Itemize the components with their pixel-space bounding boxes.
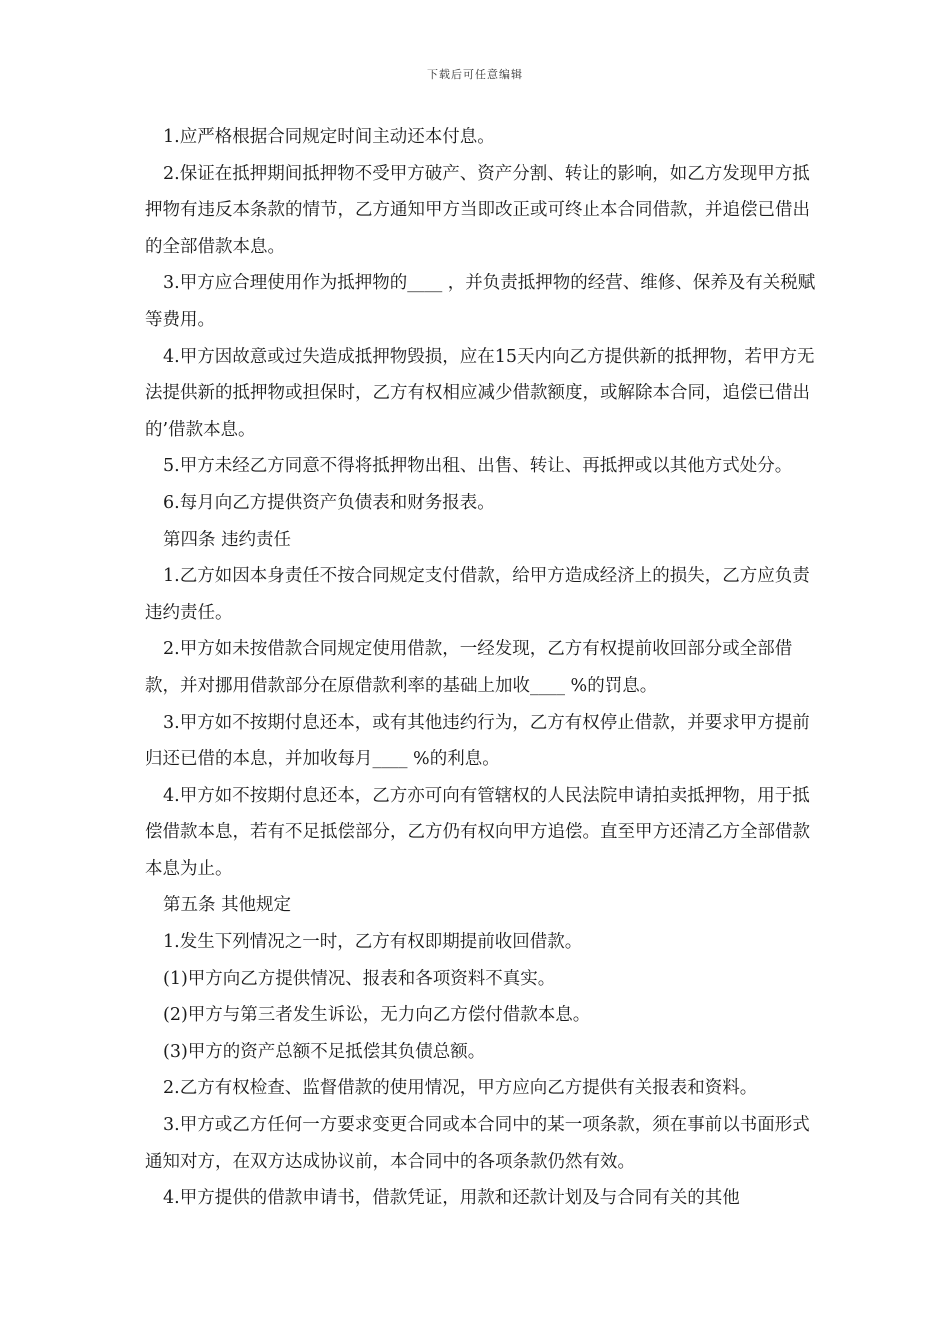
clause-documents: 4.甲方提供的借款申请书，借款凭证，用款和还款计划及与合同有关的其他 (163, 1188, 740, 1209)
section-heading-liability: 第四条 违约责任 (163, 529, 292, 550)
clause-insolvency: (3)甲方的资产总额不足抵偿其负债总额。 (163, 1041, 486, 1062)
clause-auction-collateral: 4.甲方如不按期付息还本，乙方亦可向有管辖权的人民法院申请拍卖抵押物，用于抵偿借款本息，若有不足抵偿部分，乙方仍有权向甲方追偿。直至甲方还清乙方全部借款本息为止。 (145, 785, 810, 879)
clause-collateral-damage: 4.甲方因故意或过失造成抵押物毁损，应在15天内向乙方提供新的抵押物，若甲方无法提供新的抵押物或担保时，乙方有权相应减少借款额度，或解除本合同，追偿已借出的’借款本息。 (145, 346, 815, 440)
clause-lender-liability: 1.乙方如因本身责任不按合同规定支付借款，给甲方造成经济上的损失，乙方应负责违约责任。 (145, 566, 810, 623)
clause-misuse-penalty: 2.甲方如未按借款合同规定使用借款，一经发现，乙方有权提前收回部分或全部借款，并对挪用借款部分在原借款利率的基础上加收____ %的罚息。 (145, 639, 793, 696)
clause-collateral-use: 3.甲方应合理使用作为抵押物的____ ，并负责抵押物的经营、维修、保养及有关税赋等费用。 (145, 273, 816, 330)
clause-early-recall: 1.发生下列情况之一时，乙方有权即期提前收回借款。 (163, 932, 583, 953)
document-body (145, 119, 825, 1217)
clause-monthly-reports: 6.每月向乙方提供资产负债表和财务报表。 (163, 492, 495, 513)
clause-inspection: 2.乙方有权检查、监督借款的使用情况，甲方应向乙方提供有关报表和资料。 (163, 1078, 758, 1099)
section-heading-other: 第五条 其他规定 (163, 895, 292, 916)
clause-amendment: 3.甲方或乙方任何一方要求变更合同或本合同中的某一项条款，须在事前以书面形式通知对方，在双方达成协议前，本合同中的各项条款仍然有效。 (145, 1115, 810, 1172)
page-header: 下载后可任意编辑 (427, 68, 523, 81)
clause-false-info: (1)甲方向乙方提供情况、报表和各项资料不真实。 (163, 968, 556, 989)
clause-litigation: (2)甲方与第三者发生诉讼，无力向乙方偿付借款本息。 (163, 1005, 591, 1026)
clause-repay-on-time: 1.应严格根据合同规定时间主动还本付息。 (163, 127, 495, 147)
clause-collateral-protection: 2.保证在抵押期间抵押物不受甲方破产、资产分割、转让的影响，如乙方发现甲方抵押物有违反本条款的情节，乙方通知甲方当即改正或可终止本合同借款，并追偿已借出的全部借款本息。 (145, 163, 810, 257)
clause-no-disposal: 5.甲方未经乙方同意不得将抵押物出租、出售、转让、再抵押或以其他方式处分。 (163, 456, 793, 477)
clause-late-payment: 3.甲方如不按期付息还本，或有其他违约行为，乙方有权停止借款，并要求甲方提前归还已借的本息，并加收每月____ %的利息。 (145, 712, 810, 770)
